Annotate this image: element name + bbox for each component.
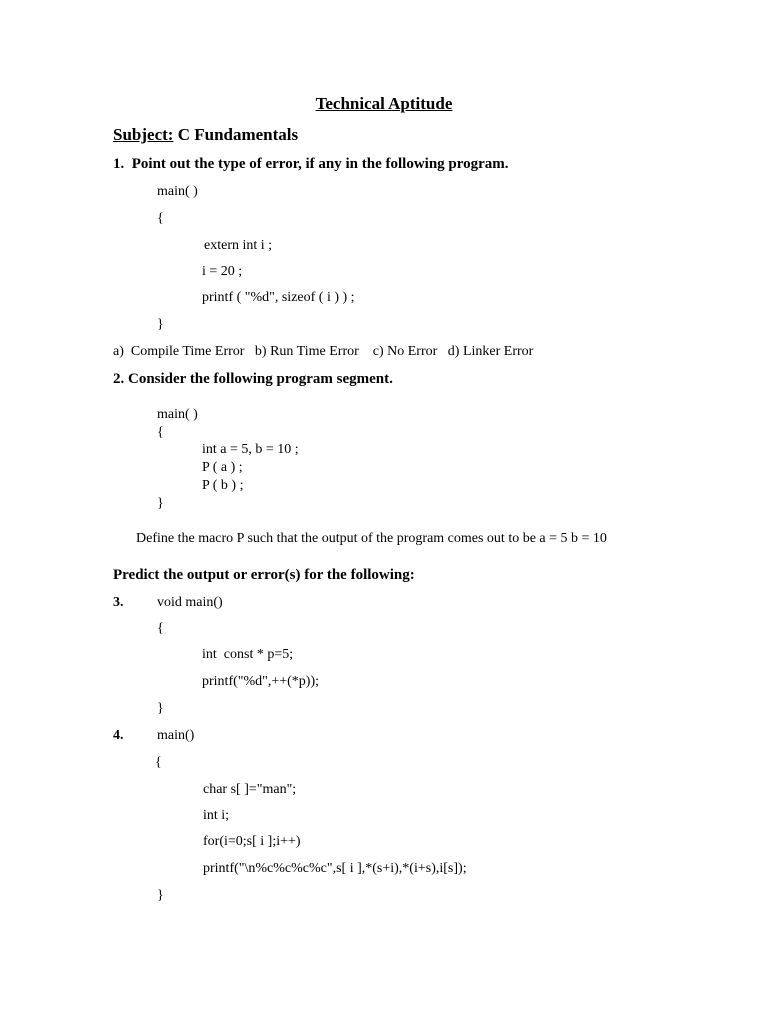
code-line: int a = 5, b = 10 ;: [202, 442, 299, 457]
code-line: printf("\n%c%c%c%c",s[ i ],*(s+i),*(i+s),i[s]);: [203, 861, 467, 876]
code-line: P ( a ) ;: [202, 460, 243, 475]
question-2-text: 2. Consider the following program segment.: [113, 371, 393, 387]
code-line: {: [157, 621, 164, 636]
page-title: Technical Aptitude: [315, 94, 453, 113]
code-line: }: [157, 496, 164, 511]
code-line: }: [157, 701, 164, 716]
question-3-number: 3.: [113, 595, 124, 610]
code-line: i = 20 ;: [202, 264, 243, 279]
subject-line: [113, 126, 298, 143]
code-line: char s[ ]="man";: [203, 782, 297, 797]
question-2-note: Define the macro P such that the output of the program comes out to be a = 5 b = 10: [136, 531, 607, 546]
code-line: printf("%d",++(*p));: [202, 674, 320, 689]
code-line: main( ): [157, 184, 198, 199]
subject-label: Subject:: [113, 125, 174, 144]
code-line: int const * p=5;: [202, 647, 294, 662]
code-line: int i;: [203, 808, 230, 823]
code-line: {: [157, 425, 164, 440]
predict-heading: Predict the output or error(s) for the following:: [113, 567, 415, 583]
code-line: {: [157, 211, 164, 226]
code-line: main(): [157, 728, 195, 743]
code-line: }: [157, 888, 164, 903]
code-line: main( ): [157, 407, 198, 422]
code-line: extern int i ;: [204, 238, 273, 253]
question-4-number: 4.: [113, 728, 124, 743]
code-line: for(i=0;s[ i ];i++): [203, 834, 301, 849]
question-1-options: a) Compile Time Error b) Run Time Error c) No Error d) Linker Error: [113, 344, 534, 359]
code-line: {: [155, 755, 162, 770]
question-1-text: 1. Point out the type of error, if any in the following program.: [113, 156, 509, 172]
code-line: }: [157, 317, 164, 332]
code-line: P ( b ) ;: [202, 478, 244, 493]
code-line: printf ( "%d", sizeof ( i ) ) ;: [202, 290, 355, 305]
subject-value: C Fundamentals: [177, 125, 299, 144]
code-line: void main(): [157, 595, 223, 610]
